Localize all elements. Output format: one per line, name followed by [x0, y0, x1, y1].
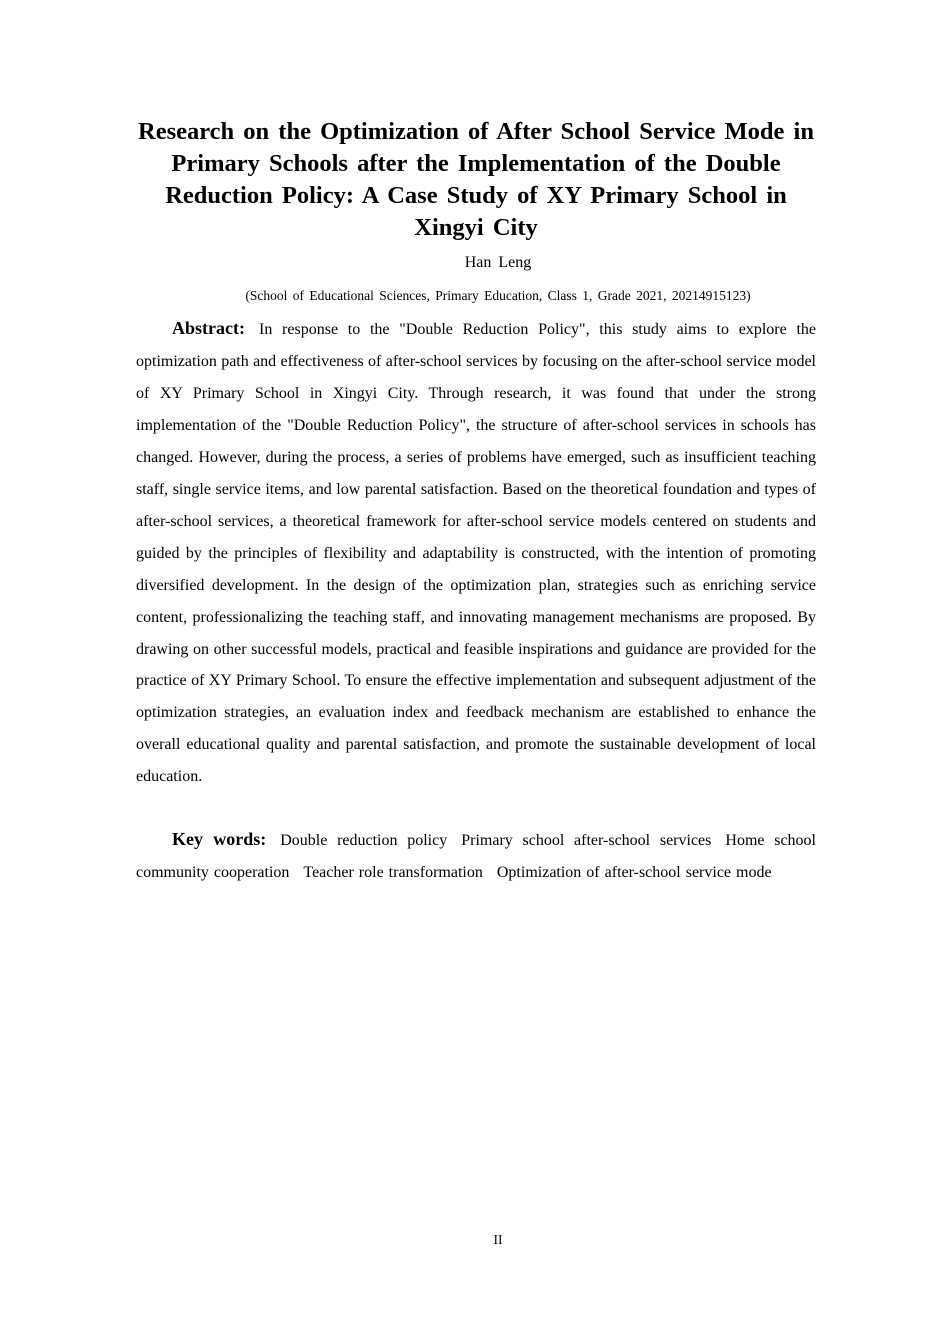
keywords-paragraph [136, 824, 816, 889]
author-name: Han Leng [464, 254, 532, 271]
page-number: II [493, 1232, 503, 1247]
abstract-label: Abstract: [172, 318, 245, 338]
keyword-item: Teacher role transformation [303, 863, 483, 881]
paper-title: Research on the Optimization of After School Service Mode in Primary Schools after the Implementation of the Double Reduction Policy: A Case Study of XY Primary School in Xingyi City [138, 118, 814, 241]
keyword-item: Primary school after-school services [461, 832, 712, 849]
keywords-label: Key words: [172, 829, 267, 849]
abstract-paragraph [136, 313, 816, 793]
keyword-item: Double reduction policy [280, 832, 448, 849]
keyword-item: Optimization of after-school service mode [496, 863, 772, 881]
abstract-text: In response to the "Double Reduction Policy", this study aims to explore the optimization path and effectiveness of after-school services by focusing on the after-school service model of XY Primary School in Xingyi City. Through research, it was found that under the strong implementation of the "Double Reduction Policy", the structure of after-school services in schools has changed. However, during the process, a series of problems have emerged, such as insufficient teaching staff, single service items, and low parental satisfaction. Based on the theoretical foundation and types of after-school services, a theoretical framework for after-school service models centered on students and guided by the principles of flexibility and adaptability is constructed, with the intention of promoting diversified development. In the design of the optimization plan, strategies such as enriching service content, professionalizing the teaching staff, and innovating management mechanisms are proposed. By drawing on other successful models, practical and feasible inspirations and guidance are provided for the practice of XY Primary School. To ensure the effective implementation and subsequent adjustment of the optimization strategies, an evaluation index and feedback mechanism are established to enhance the overall educational quality and parental satisfaction, and promote the sustainable development of local education. [136, 321, 816, 786]
author-affiliation: (School of Educational Sciences, Primary Education, Class 1, Grade 2021, 20214915123) [245, 288, 751, 303]
keyword-item: Home school community cooperation [136, 832, 817, 881]
